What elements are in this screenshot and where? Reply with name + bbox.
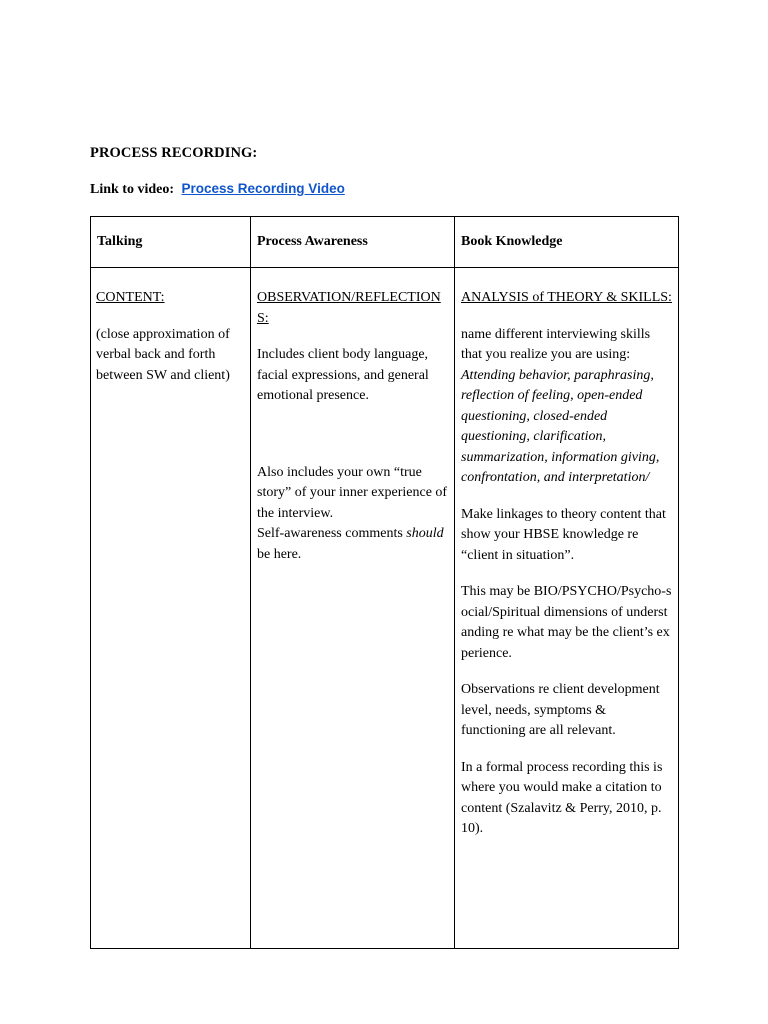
skills-list: Attending behavior, paraphrasing, reflection of feeling, open-ended questioning, closed-ended questioning, clarification, summarization, information giving, confrontation, and interpretation/ — [461, 367, 660, 485]
table-body-row — [91, 268, 679, 949]
analysis-text-3: This may be BIO/PSYCHO/Psycho-social/Spiritual dimensions of understanding re what may be the client’s experience. — [461, 584, 672, 661]
content-heading: CONTENT: — [96, 290, 165, 305]
book-knowledge-cell — [455, 268, 679, 949]
video-link-label: Link to video: — [90, 182, 175, 197]
analysis-text-2: Make linkages to theory content that show your HBSE knowledge re “client in situation”. — [461, 506, 666, 563]
observation-text-2: Also includes your own “true story” of your inner experience of the interview. — [257, 464, 448, 521]
should-emphasis: should — [406, 526, 444, 541]
analysis-text-1: name different interviewing skills that you realize you are using: Attending behavior, paraphrasing, reflection of feeling, open-ended questioning, closed-ended questioning, clarification, summarization, information giving, confrontation, and interpretation/ — [461, 326, 660, 485]
content-note: (close approximation of verbal back and forth between SW and client) — [96, 326, 230, 383]
observation-text-3: Self-awareness comments should be here. — [257, 526, 444, 562]
observation-heading: OBSERVATION/REFLECTIONS: — [257, 290, 441, 326]
talking-cell — [91, 268, 251, 949]
analysis-text-4: Observations re client development level, needs, symptoms & functioning are all relevant. — [461, 682, 660, 738]
process-recording-table — [90, 216, 679, 949]
table-header-row — [91, 217, 679, 268]
analysis-text-5: In a formal process recording this is where you would make a citation to content (Szalavitz & Perry, 2010, p. 10). — [461, 759, 663, 836]
page-title: PROCESS RECORDING: — [90, 145, 258, 161]
process-awareness-cell — [251, 268, 455, 949]
observation-text-1: Includes client body language, facial expressions, and general emotional presence. — [257, 347, 429, 403]
header-process-awareness: Process Awareness — [251, 217, 455, 268]
header-talking: Talking — [91, 217, 251, 268]
video-link[interactable]: Process Recording Video — [181, 181, 345, 196]
header-book-knowledge: Book Knowledge — [455, 217, 679, 268]
video-link-line — [90, 181, 345, 198]
analysis-heading: ANALYSIS of THEORY & SKILLS: — [461, 290, 672, 305]
